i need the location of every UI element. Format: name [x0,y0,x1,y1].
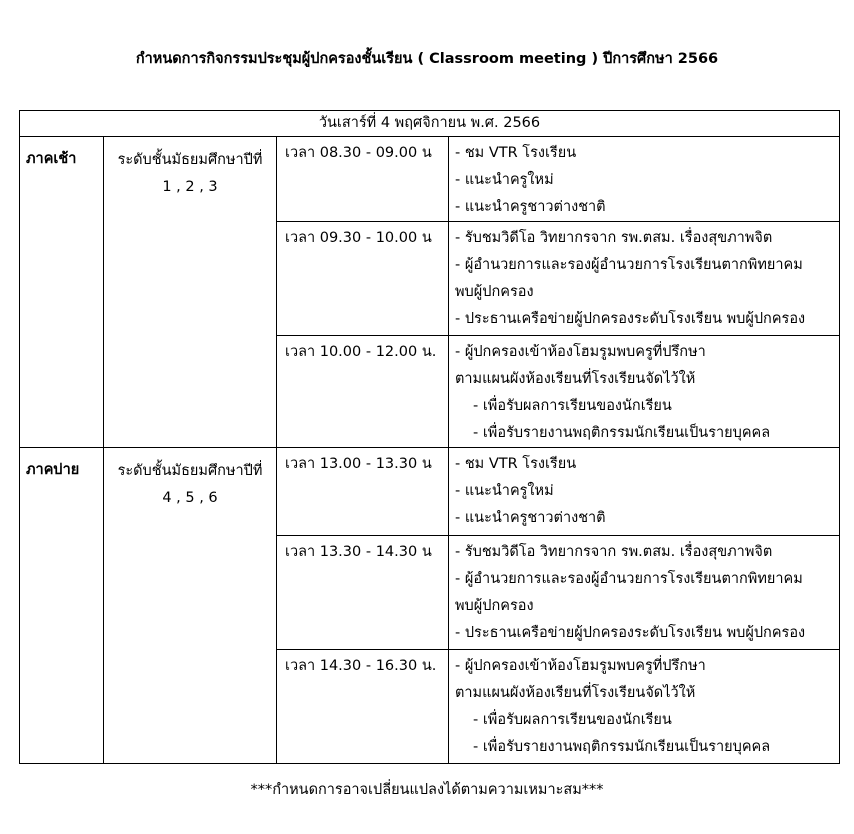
activity-line: - ผู้อำนวยการและรองผู้อำนวยการโรงเรียนตากพิทยาคม [455,257,803,273]
schedule-row [20,137,840,222]
time-slot: เวลา 13.00 - 13.30 น [277,448,449,536]
activity-line: - แนะนำครูชาวต่างชาติ [455,199,606,215]
grade-level-label: ระดับชั้นมัธยมศึกษาปีที่ [117,152,263,168]
grade-level-label: ระดับชั้นมัธยมศึกษาปีที่ [117,463,263,479]
schedule-table [19,110,840,764]
time-slot: เวลา 10.00 - 12.00 น. [277,336,449,448]
grade-level-afternoon [104,448,277,764]
time-slot: เวลา 13.30 - 14.30 น [277,536,449,650]
activity-line: - เพื่อรับรายงานพฤติกรรมนักเรียนเป็นรายบุคคล [473,739,771,755]
activity-line: - แนะนำครูใหม่ [455,172,554,188]
activity-line: - ผู้ปกครองเข้าห้องโฮมรูมพบครูที่ปรึกษา [455,344,706,360]
session-label-morning: ภาคเช้า [20,137,104,448]
activity-line: - เพื่อรับผลการเรียนของนักเรียน [473,712,672,728]
activity-list [449,137,840,222]
activity-list [449,650,840,764]
activity-list [449,222,840,336]
activity-line: - ชม VTR โรงเรียน [455,145,577,161]
activity-line: - ประธานเครือข่ายผู้ปกครองระดับโรงเรียน พบผู้ปกครอง [455,625,806,641]
activity-line: - ผู้อำนวยการและรองผู้อำนวยการโรงเรียนตากพิทยาคม [455,571,803,587]
activity-line: ตามแผนผังห้องเรียนที่โรงเรียนจัดไว้ให้ [455,371,696,387]
time-slot: เวลา 09.30 - 10.00 น [277,222,449,336]
activity-line: - แนะนำครูชาวต่างชาติ [455,510,606,526]
time-slot: เวลา 08.30 - 09.00 น [277,137,449,222]
schedule-date: วันเสาร์ที่ 4 พฤศจิกายน พ.ศ. 2566 [20,111,840,137]
activity-list [449,448,840,536]
page-title: กำหนดการกิจกรรมประชุมผู้ปกครองชั้นเรียน ( Classroom meeting ) ปีการศึกษา 2566 [135,51,719,67]
activity-list [449,336,840,448]
activity-line: - เพื่อรับผลการเรียนของนักเรียน [473,398,672,414]
activity-line: พบผู้ปกครอง [455,284,534,300]
date-row [20,111,840,137]
time-slot: เวลา 14.30 - 16.30 น. [277,650,449,764]
footer-note: ***กำหนดการอาจเปลี่ยนแปลงได้ตามความเหมาะสม*** [250,782,604,798]
activity-line: - แนะนำครูใหม่ [455,483,554,499]
activity-list [449,536,840,650]
activity-line: - ชม VTR โรงเรียน [455,456,577,472]
activity-line: พบผู้ปกครอง [455,598,534,614]
schedule-row [20,448,840,536]
activity-line: - เพื่อรับรายงานพฤติกรรมนักเรียนเป็นรายบุคคล [473,425,771,441]
activity-line: - รับชมวิดีโอ วิทยากรจาก รพ.ตสม. เรื่องสุขภาพจิต [455,230,773,246]
activity-line: - ประธานเครือข่ายผู้ปกครองระดับโรงเรียน พบผู้ปกครอง [455,311,806,327]
activity-line: - ผู้ปกครองเข้าห้องโฮมรูมพบครูที่ปรึกษา [455,658,706,674]
grade-list: 1 , 2 , 3 [162,179,218,195]
grade-list: 4 , 5 , 6 [162,490,218,506]
grade-level-morning [104,137,277,448]
session-label-afternoon: ภาคบ่าย [20,448,104,764]
activity-line: ตามแผนผังห้องเรียนที่โรงเรียนจัดไว้ให้ [455,685,696,701]
activity-line: - รับชมวิดีโอ วิทยากรจาก รพ.ตสม. เรื่องสุขภาพจิต [455,544,773,560]
